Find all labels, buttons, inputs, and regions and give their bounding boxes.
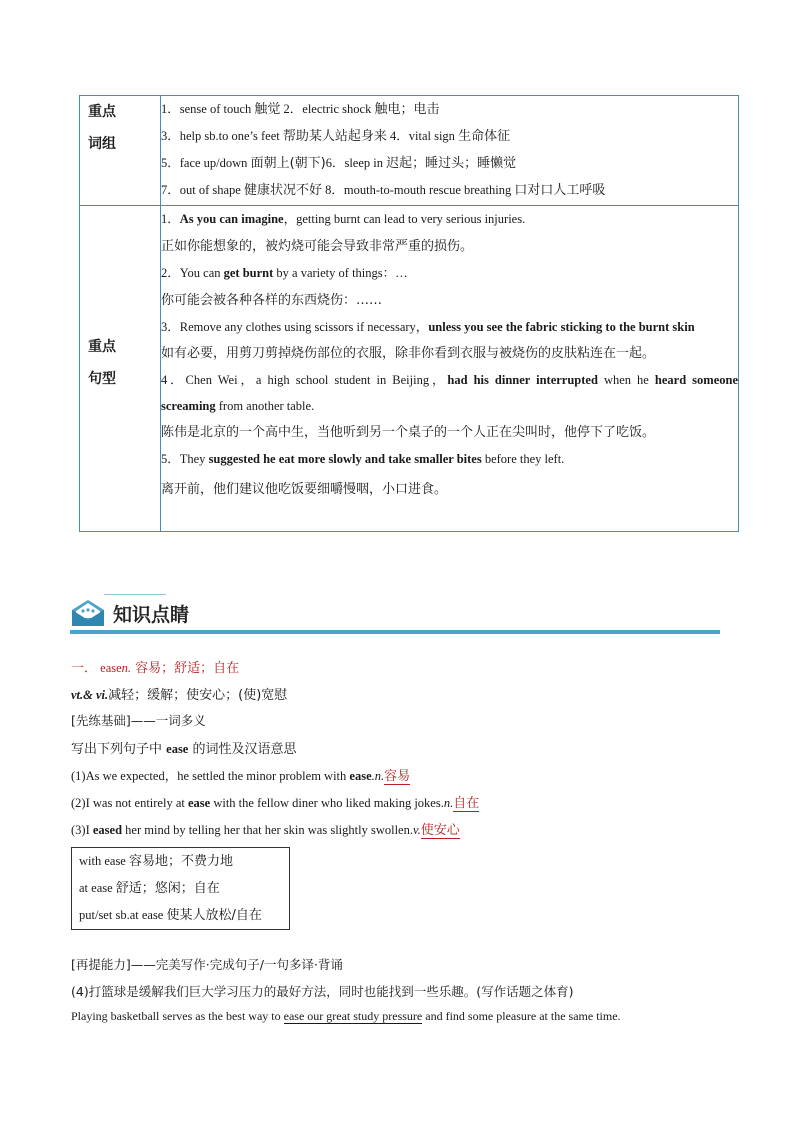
phrase-box (71, 847, 290, 930)
sentence-zh: 正如你能想象的，被灼烧可能会导致非常严重的损伤。 (161, 239, 474, 254)
exercise-item: (3)I eased her mind by telling her that her skin was slightly swollen.v.使安心 (71, 823, 460, 838)
exercise-item: (2)I was not entirely at ease with the fellow diner who liked making jokes.n.自在 (71, 796, 480, 811)
sentence-zh: 你可能会被各种各样的东西烧伤：…… (161, 293, 383, 308)
answer-blank: 使安心 (420, 823, 460, 838)
content-cell-sentences (161, 206, 739, 532)
subheading-advanced: [再提能力]——完美写作·完成句子/一句多译·背诵 (71, 957, 343, 972)
label-line: 词组 (88, 136, 116, 152)
sentence-en: 5．They suggested he eat more slowly and take smaller bites before they left. (161, 452, 565, 466)
entry-line-ease-noun: 一． easen. 容易；舒适；自在 (71, 661, 240, 676)
phrase-line: 5．face up/down 面朝上(朝下)6．sleep in 迟起；睡过头；睡懒觉 (161, 156, 517, 171)
label-line: 重点 (88, 104, 116, 120)
exercise-item: (1)As we expected，he settled the minor problem with ease.n.容易 (71, 769, 411, 784)
label-cell-phrases (80, 96, 161, 206)
subheading-basics: [先练基础]——一词多义 (71, 713, 206, 728)
box-line: with ease 容易地；不费力地 (79, 854, 233, 869)
table-row-phrases (80, 96, 739, 206)
box-line: at ease 舒适；悠闲；自在 (79, 881, 220, 896)
section-title: 知识点睛 (113, 604, 190, 626)
sentence-en: 1．As you can imagine，getting burnt can lead to very serious injuries. (161, 212, 526, 226)
sentence-en: 4．Chen Wei，a high school student in Beijing，had his dinner interrupted when he heard someone screaming from another table. (161, 373, 738, 413)
box-line: put/set sb.at ease 使某人放松/自在 (79, 908, 262, 923)
phrase-line: 7．out of shape 健康状况不好 8．mouth-to-mouth rescue breathing 口对口人工呼吸 (161, 183, 606, 198)
phrase-line: 3．help sb.to one’s feet 帮助某人站起身来 4．vital sign 生命体征 (161, 129, 511, 144)
entry-line-ease-verb: vt.& vi.减轻；缓解；使安心；(使)宽慰 (71, 688, 288, 703)
sentence-zh: 如有必要，用剪刀剪掉烧伤部位的衣服，除非你看到衣服与被烧伤的皮肤粘连在一起。 (161, 346, 656, 361)
label-line: 重点 (88, 339, 116, 355)
section-header (70, 592, 720, 636)
table-row-sentences (80, 206, 739, 532)
exercise-prompt: (4)打篮球是缓解我们巨大学习压力的最好方法，同时也能找到一些乐趣。(写作话题之体育) (71, 984, 574, 999)
label-line: 句型 (88, 371, 116, 387)
content-cell-phrases (161, 96, 739, 206)
header-underline (70, 630, 720, 634)
phrase-line: 1．sense of touch 触觉 2．electric shock 触电；电击 (161, 102, 440, 117)
instruction-line: 写出下列句子中 ease 的词性及汉语意思 (71, 742, 297, 757)
exercise-answer: Playing basketball serves as the best way to ease our great study pressure and find some pleasure at the same time. (71, 1009, 621, 1023)
answer-underline: ease our great study pressure (283, 1009, 423, 1023)
sentence-en: 3．Remove any clothes using scissors if necessary，unless you see the fabric sticking to the burnt skin (161, 320, 695, 334)
sentence-en: 2．You can get burnt by a variety of things：… (161, 266, 408, 280)
label-cell-sentences (80, 206, 161, 532)
sentence-zh: 陈伟是北京的一个高中生，当他听到另一个桌子的一个人正在尖叫时，他停下了吃饭。 (161, 425, 656, 440)
key-points-table (79, 95, 739, 532)
answer-blank: 自在 (453, 796, 480, 811)
answer-blank: 容易 (384, 769, 411, 784)
header-thin-line (104, 594, 166, 595)
envelope-star-icon (70, 598, 106, 628)
sentence-zh: 离开前，他们建议他吃饭要细嚼慢咽，小口进食。 (161, 482, 448, 497)
